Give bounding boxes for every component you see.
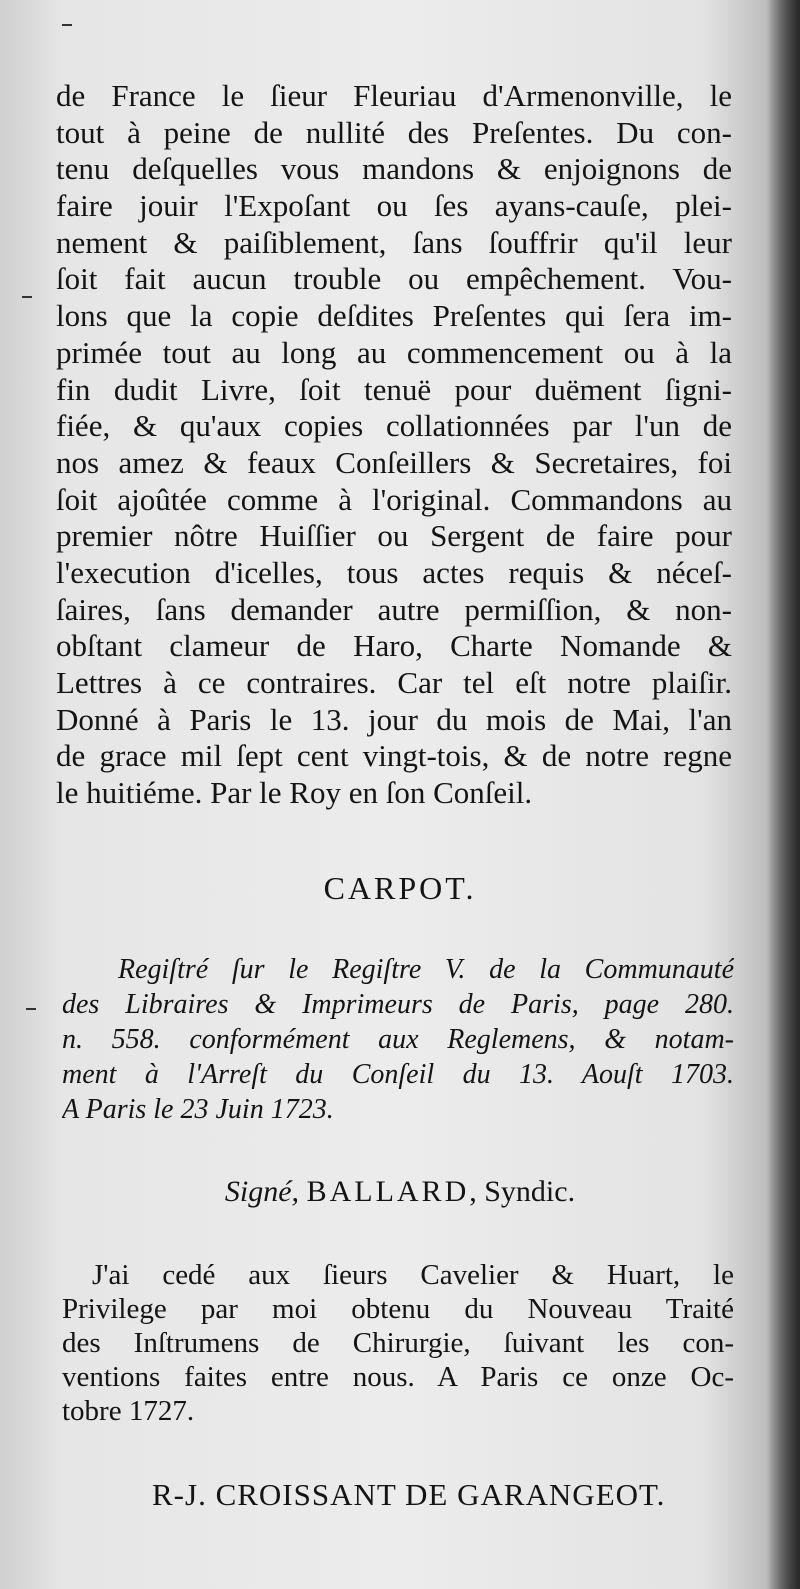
text-line: primée tout au long au commencement ou à la: [56, 334, 732, 370]
text-line: faire jouir l'Expoſant ou ſes ayans-cauſe, plei-: [56, 188, 732, 224]
text-line: n. 558. conformément aux Reglemens, & notam-: [62, 1024, 734, 1055]
text-line: fiée, & qu'aux copies collationnées par l'un de: [56, 408, 732, 444]
text-line: obſtant clameur de Haro, Charte Nomande &: [56, 628, 732, 664]
text-line: tenu deſquelles vous mandons & enjoignons de: [56, 151, 732, 187]
printer-mark: [62, 24, 72, 26]
text-line: tobre 1727.: [62, 1395, 195, 1427]
text-line: le huitiéme. Par le Roy en ſon Conſeil.: [56, 775, 533, 811]
page-gutter-shadow: [766, 0, 800, 1589]
text-line: de grace mil ſept cent vingt-tois, & de notre regne: [56, 738, 732, 774]
text-line: premier nôtre Huiſſier ou Sergent de faire pour: [56, 518, 732, 554]
text-line: Regiſtré ſur le Regiſtre V. de la Communauté: [118, 954, 734, 985]
syndic-name: BALLARD: [306, 1175, 470, 1208]
text-line: Lettres à ce contraires. Car tel eſt notre plaiſir.: [56, 665, 732, 700]
signe-prefix: Signé,: [224, 1175, 300, 1208]
text-line: J'ai cedé aux ſieurs Cavelier & Huart, le: [92, 1259, 734, 1291]
text-line: ſoit fait aucun trouble ou empêchement. Vou-: [56, 261, 732, 297]
text-line: Privilege par moi obtenu du Nouveau Traité: [62, 1293, 734, 1325]
text-line: des Libraires & Imprimeurs de Paris, page 280.: [62, 989, 734, 1020]
text-line: de France le ſieur Fleuriau d'Armenonville, le: [56, 78, 732, 113]
text-line: nement & paiſiblement, ſans ſouffrir qu'il leur: [56, 224, 732, 260]
registration-note: [62, 952, 734, 1127]
text-line: Donné à Paris le 13. jour du mois de Mai, l'an: [56, 701, 732, 737]
text-line: nos amez & feaux Conſeillers & Secretaires, foi: [56, 444, 732, 480]
carpot-signature: CARPOT.: [323, 870, 477, 906]
garangeot-signature: R-J. CROISSANT DE GARANGEOT.: [152, 1477, 666, 1512]
text-line: ſoit ajoûtée comme à l'original. Commandons au: [56, 481, 732, 517]
text-line: ſaires, ſans demander autre permiſſion, & non-: [56, 591, 732, 627]
text-line: lons que la copie deſdites Preſentes qui ſera im-: [56, 298, 732, 334]
printer-mark: [22, 296, 32, 298]
text-line: des Inſtrumens de Chirurgie, ſuivant les con-: [62, 1327, 734, 1359]
cession-text: [62, 1258, 734, 1428]
text-line: ventions faites entre nous. A Paris ce onze Oc-: [62, 1361, 734, 1393]
printer-mark: [26, 1008, 36, 1010]
text-line: l'execution d'icelles, tous actes requis & néceſ-: [56, 554, 732, 590]
text-line: A Paris le 23 Juin 1723.: [62, 1094, 334, 1125]
text-line: tout à peine de nullité des Preſentes. Du con-: [56, 114, 732, 150]
text-line: ment à l'Arreſt du Conſeil du 13. Aouſt 1703.: [62, 1059, 734, 1090]
privilege-text: [56, 78, 732, 812]
syndic-title: , Syndic.: [469, 1175, 576, 1208]
text-line: fin dudit Livre, ſoit tenuë pour duëment ſigni-: [56, 371, 732, 407]
syndic-signature: [0, 1175, 800, 1209]
